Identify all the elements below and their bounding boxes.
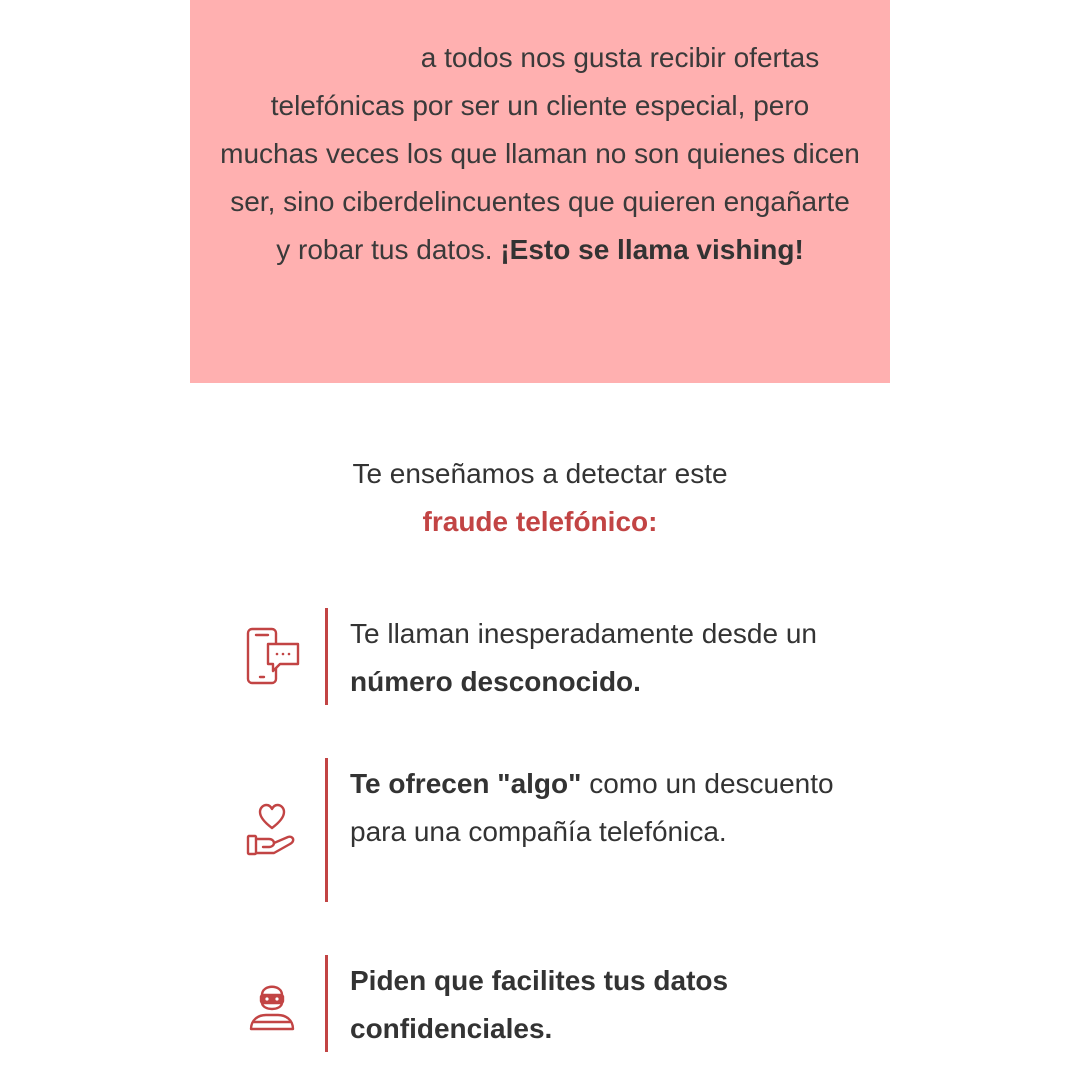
tip-divider <box>325 758 328 902</box>
tip-unknown-number <box>230 608 880 705</box>
tip-divider <box>325 955 328 1052</box>
section-heading <box>190 450 890 546</box>
section-heading-text: Te enseñamos a detectar este <box>352 458 728 489</box>
intro-text <box>220 34 860 274</box>
intro-highlight: ¡Esto se llama vishing! <box>500 234 804 265</box>
intro-lead: a todos nos gusta recibir ofertas telefónicas por ser un cliente especial, pero muchas veces los que llaman no son quienes dicen ser, sino ciberdelincuentes que quieren engañarte y robar tus datos. <box>220 42 860 265</box>
tip-text: Piden que facilites tus datos confidenciales. <box>350 965 729 1044</box>
tip-divider <box>325 608 328 705</box>
thief-icon <box>242 975 302 1035</box>
intro-banner <box>190 0 890 383</box>
tip-confidential-data <box>230 955 880 1052</box>
hand-heart-icon <box>242 802 302 862</box>
tip-text: Te ofrecen "algo" como un descuento para una compañía telefónica. <box>350 768 834 847</box>
tip-text: Te llaman inesperadamente desde un número desconocido. <box>350 618 817 697</box>
tip-offer <box>230 758 880 902</box>
section-heading-accent: fraude telefónico: <box>422 506 658 537</box>
phone-message-icon <box>242 626 302 686</box>
